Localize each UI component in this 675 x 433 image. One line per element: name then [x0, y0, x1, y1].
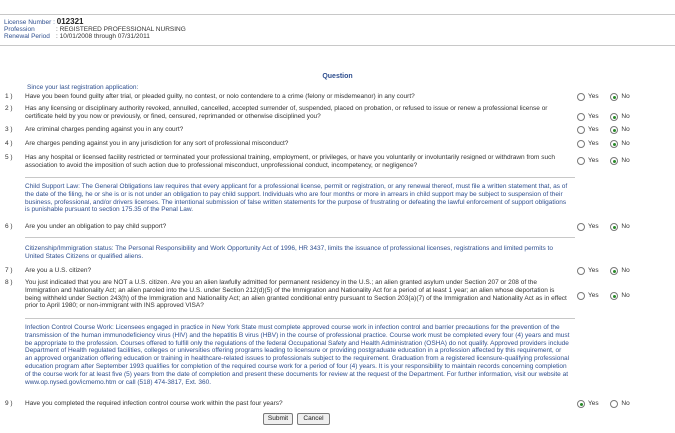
no-option[interactable] [610, 292, 629, 301]
question-text: Have you completed the required infection control course work within the past four years? [25, 400, 283, 407]
question-5 [5, 154, 570, 170]
question-text: You just indicated that you are NOT a U.S. citizen. Are you an alien lawfully admitted for permanent residency in the U.S.; an alien granted asylum under Section 207 or 208 of the Immigration and Nationality Act; an alien paroled into the U.S. under Section 212(d)(5) of the Immigration and Nationality Act for a period of at least 1 year; an alien whose deportation is being withheld under Section 243(h) of the Immigration and Nationality Act; an alien granted conditional entry pursuant to Section 203(a)(7) of the Immigration and Nationality Act as in effect prior to April 1980; or non-immigrant with INS approved VISA? [25, 279, 567, 310]
yes-option[interactable] [577, 157, 599, 166]
answer-5 [577, 157, 675, 166]
question-2 [5, 105, 570, 121]
no-option[interactable] [610, 113, 629, 122]
infection-control-info: Infection Control Course Work: Licensees engaged in practice in New York State must complete approved course work in infection control and barrier precautions for the prevention of the transmission of the human immunodeficiency virus (HIV) and the hepatitis B virus (HBV) in the course of professional practice. Course work must be completed every four (4) years and must be appropriate to the profession. Courses offered to fulfill only the regulations of the federal Occupational Safety and Health Administration (OSHA) do not qualify. Approved providers include Department of Health regulated facilities, colleges or universities offering programs leading to licensure or providing postgraduate education in a profession affected by this requirement, or an approved organization offering education or training in healthcare-related issues to professionals subject to the requirement. Graduation from a registered licensure-qualifying professional education program after September 1993 qualifies for completion of the required course work for a period of four (4) years. It is your responsibility to maintain records concerning completion of the course work for at least five (5) years from the date of completion and present these documents for review at the request of the Department. For further information, visit our website at www.op.nysed.gov/icmemo.htm or call (518) 474-3817, Ext. 360. [25, 324, 570, 386]
no-label: No [621, 223, 630, 231]
yes-option[interactable] [577, 400, 599, 409]
question-number: 3 ) [5, 126, 13, 133]
yes-radio[interactable] [577, 126, 585, 134]
yes-option[interactable] [577, 267, 599, 276]
question-text: Are criminal charges pending against you in any court? [25, 126, 184, 133]
no-option[interactable] [610, 157, 629, 166]
citizenship-info: Citizenship/Immigration status: The Personal Responsibility and Work Opportunity Act of 1996, HR 3437, limits the issuance of professional licenses, registrations and limited permits to United States Citizens or qualified aliens. [25, 245, 553, 260]
question-1 [5, 93, 570, 101]
question-number: 5 ) [5, 154, 13, 161]
yes-radio[interactable] [577, 292, 585, 300]
question-number: 2 ) [5, 105, 13, 112]
renewal-label: Renewal Period [4, 33, 50, 40]
yes-label: Yes [588, 126, 599, 134]
answer-1 [577, 93, 675, 102]
yes-label: Yes [588, 400, 599, 408]
answer-9 [577, 400, 675, 409]
question-number: 9 ) [5, 400, 13, 407]
profession-label: Profession [4, 26, 35, 33]
renewal-value: : 10/01/2008 through 07/31/2011 [56, 33, 150, 40]
section-divider [25, 237, 575, 238]
yes-label: Yes [588, 223, 599, 231]
no-option[interactable] [610, 93, 629, 102]
question-7 [5, 267, 570, 275]
yes-radio[interactable] [577, 157, 585, 165]
no-label: No [621, 126, 630, 134]
section-divider [25, 318, 575, 319]
yes-option[interactable] [577, 113, 599, 122]
question-text: Are you a U.S. citizen? [25, 267, 92, 274]
answer-4 [577, 140, 675, 149]
answer-7 [577, 267, 675, 276]
question-number: 1 ) [5, 93, 13, 100]
question-8 [5, 279, 570, 310]
yes-option[interactable] [577, 223, 599, 232]
yes-radio[interactable] [577, 267, 585, 275]
no-radio[interactable] [610, 223, 618, 231]
yes-radio[interactable] [577, 400, 585, 408]
submit-button[interactable]: Submit [263, 413, 293, 425]
answer-6 [577, 223, 675, 232]
profession-value: : REGISTERED PROFESSIONAL NURSING [56, 26, 186, 33]
answer-3 [577, 126, 675, 135]
yes-label: Yes [588, 157, 599, 165]
no-radio[interactable] [610, 267, 618, 275]
question-number: 7 ) [5, 267, 13, 274]
question-3 [5, 126, 570, 134]
no-label: No [621, 93, 630, 101]
question-text: Are you under an obligation to pay child support? [25, 223, 167, 230]
renewal-period-row [4, 33, 150, 41]
question-6 [5, 223, 570, 231]
yes-radio[interactable] [577, 140, 585, 148]
no-label: No [621, 292, 630, 300]
top-divider [0, 14, 675, 15]
section-divider [25, 177, 575, 178]
no-option[interactable] [610, 126, 629, 135]
no-radio[interactable] [610, 292, 618, 300]
yes-label: Yes [588, 93, 599, 101]
question-text: Has any hospital or licensed facility restricted or terminated your professional training, employment, or privileges, or have you voluntarily or involuntarily resigned or withdrawn from such association to avoid the imposition of such action due to professional misconduct, unprofessional conduct, incompetency, or negligence? [25, 154, 555, 169]
no-label: No [621, 113, 630, 121]
no-option[interactable] [610, 267, 629, 276]
no-option[interactable] [610, 140, 629, 149]
yes-label: Yes [588, 113, 599, 121]
child-support-info: Child Support Law: The General Obligations law requires that every applicant for a professional license, permit or registration, or any renewal thereof, must file a written statement that, as of the date of the filing, he or she is or is not under an obligation to pay child support. Individuals who are four months or more in arrears in child support may be subject to suspension of their business, professional, and/or drivers licenses. The intentional submission of false written statements for the purpose of frustrating or defeating the lawful enforcement of support obligations is punishable pursuant to section 175.35 of the Penal Law. [25, 183, 568, 214]
intro-text: Since your last registration application: [27, 84, 139, 91]
cancel-button[interactable]: Cancel [297, 413, 330, 425]
question-number: 6 ) [5, 223, 13, 230]
yes-radio[interactable] [577, 113, 585, 121]
question-text: Have you been found guilty after trial, or pleaded guilty, no contest, or nolo contendere to a crime (felony or misdemeanor) in any court? [25, 93, 415, 100]
question-number: 8 ) [5, 279, 13, 286]
no-radio[interactable] [610, 400, 618, 408]
yes-label: Yes [588, 267, 599, 275]
header-divider [0, 45, 675, 46]
no-radio[interactable] [610, 157, 618, 165]
license-label: License Number : [4, 19, 55, 26]
question-number: 4 ) [5, 140, 13, 147]
yes-label: Yes [588, 292, 599, 300]
yes-option[interactable] [577, 126, 599, 135]
yes-option[interactable] [577, 93, 599, 102]
no-radio[interactable] [610, 140, 618, 148]
no-label: No [621, 267, 630, 275]
yes-radio[interactable] [577, 223, 585, 231]
question-text: Has any licensing or disciplinary authority revoked, annulled, cancelled, accepted surrender of, suspended, placed on probation, or refused to issue or renew a professional license or certificate held by you now or previously, or fined, censured, reprimanded or otherwise disciplined you? [25, 105, 548, 120]
question-text: Are charges pending against you in any jurisdiction for any sort of professional misconduct? [25, 140, 289, 147]
no-radio[interactable] [610, 113, 618, 121]
no-option[interactable] [610, 223, 629, 232]
no-label: No [621, 157, 630, 165]
yes-radio[interactable] [577, 93, 585, 101]
question-4 [5, 140, 570, 148]
no-label: No [621, 140, 630, 148]
no-radio[interactable] [610, 126, 618, 134]
answer-2 [577, 113, 675, 122]
license-number: 012321 [56, 17, 84, 26]
yes-option[interactable] [577, 140, 599, 149]
no-option[interactable] [610, 400, 629, 409]
yes-label: Yes [588, 140, 599, 148]
question-9 [5, 400, 570, 408]
yes-option[interactable] [577, 292, 599, 301]
question-title: Question [322, 73, 353, 80]
no-radio[interactable] [610, 93, 618, 101]
answer-8 [577, 292, 675, 301]
no-label: No [621, 400, 630, 408]
